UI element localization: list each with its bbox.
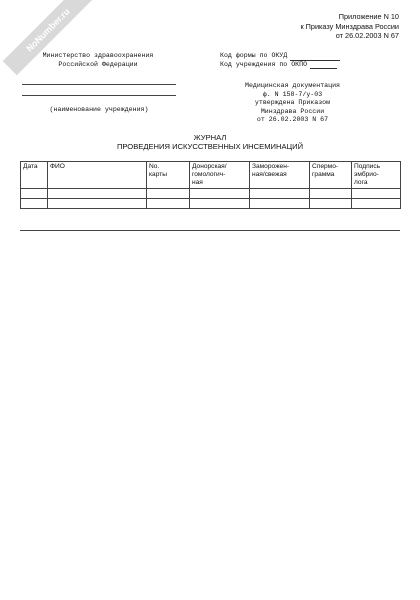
watermark: NoNumber.ru (3, 0, 94, 75)
header-text-line: Подпись (354, 163, 381, 170)
appendix-line-2: к Приказу Минздрава России (300, 21, 399, 31)
okpo-field[interactable] (310, 61, 337, 69)
header-text-line: ная/свежая (252, 171, 287, 178)
table-cell[interactable] (250, 199, 310, 209)
ministry-block (22, 52, 174, 69)
meddoc-line-1: Медицинская документация (245, 82, 340, 89)
okud-row (220, 52, 365, 61)
appendix-header (300, 12, 399, 41)
header-text-line: эмбрио- (354, 171, 379, 178)
title-line-1: ЖУРНАЛ (193, 133, 227, 142)
table-cell[interactable] (48, 199, 147, 209)
meddoc-line-5: от 26.02.2003 N 67 (256, 116, 329, 124)
table-header-row (21, 162, 401, 189)
col-donor-header (190, 162, 250, 189)
table-cell[interactable] (147, 199, 190, 209)
header-text-line: Заморожен- (252, 163, 290, 170)
bottom-rule (20, 230, 400, 231)
header-text-line: Спермо- (312, 163, 339, 170)
header-text-line: грамма (312, 171, 335, 178)
col-signature-header (352, 162, 401, 189)
appendix-line-1: Приложение N 10 (338, 12, 399, 21)
table-cell[interactable] (21, 189, 48, 199)
table-cell[interactable] (310, 189, 352, 199)
journal-table (20, 161, 401, 209)
ministry-line-1: Министерство здравоохранения (42, 52, 154, 59)
meddoc-block (220, 82, 365, 125)
col-date-header (21, 162, 48, 189)
table-cell[interactable] (352, 199, 401, 209)
header-text-line: Дата (23, 163, 38, 170)
header-text-line: ФИО (50, 163, 65, 170)
header-text-line: Донорская/ (192, 163, 227, 170)
meddoc-line-3: утверждена Приказом (254, 99, 331, 107)
codes-block (220, 52, 365, 69)
table-cell[interactable] (48, 189, 147, 199)
col-frozen-header (250, 162, 310, 189)
table-row (21, 199, 401, 209)
okpo-row (220, 61, 365, 70)
header-text-line: лога (354, 179, 368, 186)
institution-line-2[interactable] (22, 95, 176, 96)
header-text-line: ная (192, 179, 203, 186)
table-cell[interactable] (147, 189, 190, 199)
col-fio-header (48, 162, 147, 189)
okud-field[interactable] (290, 53, 340, 61)
table-cell[interactable] (190, 199, 250, 209)
table-cell[interactable] (250, 189, 310, 199)
ministry-line-2: Российской Федерации (58, 60, 138, 68)
table-cell[interactable] (310, 199, 352, 209)
institution-line-1[interactable] (22, 84, 176, 85)
col-card-number-header (147, 162, 190, 189)
header-text-line: гомологич- (192, 171, 226, 178)
journal-title (0, 134, 420, 152)
institution-label: (наименование учреждения) (49, 106, 149, 113)
institution-name-lines (22, 84, 176, 106)
meddoc-line-2: ф. N 158-7/у-03 (262, 90, 323, 98)
table-row (21, 189, 401, 199)
table-cell[interactable] (190, 189, 250, 199)
meddoc-line-4: Минздрава России (260, 107, 325, 115)
title-line-2: ПРОВЕДЕНИЯ ИСКУССТВЕННЫХ ИНСЕМИНАЦИЙ (116, 141, 304, 151)
header-text-line: карты (149, 171, 167, 178)
okud-label: Код формы по ОКУД (220, 52, 288, 59)
appendix-line-3: от 26.02.2003 N 67 (335, 31, 399, 40)
table-cell[interactable] (21, 199, 48, 209)
table-cell[interactable] (352, 189, 401, 199)
okpo-label: Код учреждения по ОКПО (220, 60, 308, 68)
col-spermogram-header (310, 162, 352, 189)
header-text-line: No. (149, 163, 160, 170)
